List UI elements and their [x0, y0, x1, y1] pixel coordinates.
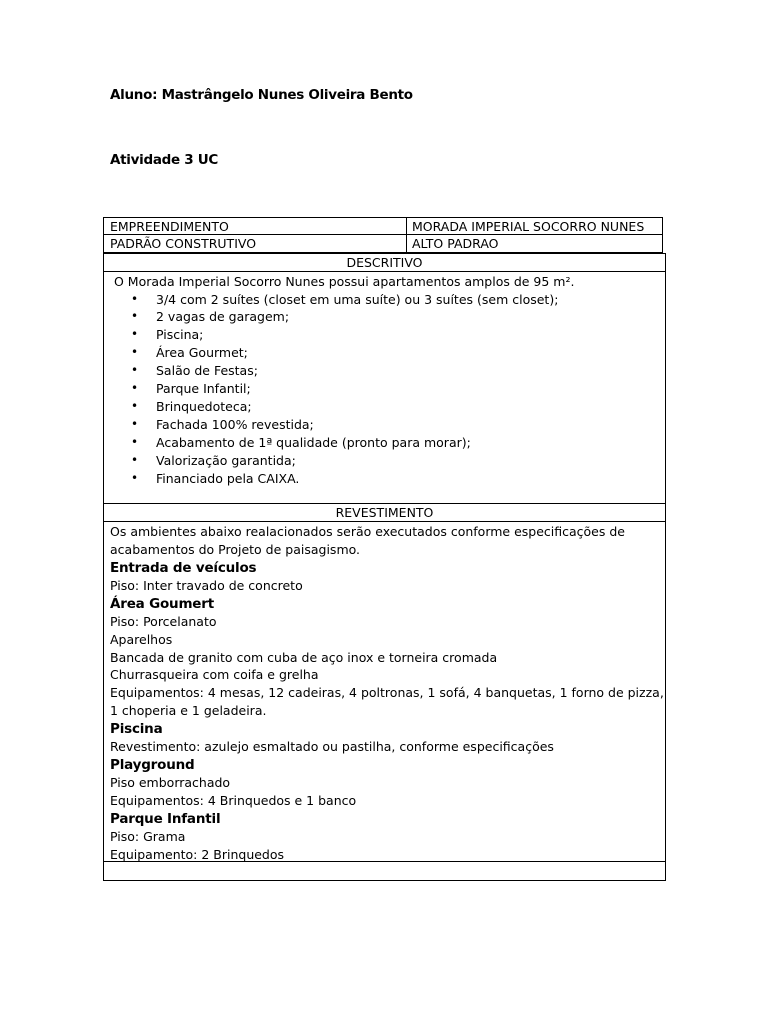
bullet: •: [131, 434, 139, 449]
spec-line: Churrasqueira com coifa e grelha: [110, 667, 319, 683]
info-table: [103, 217, 663, 253]
bullet: •: [131, 291, 139, 306]
revestimento-body: [104, 522, 665, 862]
list-item: • Piscina;: [131, 327, 204, 343]
descritivo-intro: O Morada Imperial Socorro Nunes possui apartamentos amplos de 95 m².: [114, 274, 575, 289]
empty-row: [104, 862, 665, 880]
spec-line: Aparelhos: [110, 631, 173, 647]
revestimento-intro-line: acabamentos do Projeto de paisagismo.: [110, 541, 361, 557]
spec-line: Piso: Inter travado de concreto: [110, 577, 303, 593]
bullet: •: [131, 345, 139, 360]
revestimento-intro-line: Os ambientes abaixo realacionados serão executados conforme especificações de: [110, 524, 625, 539]
bullet: •: [131, 398, 139, 413]
spec-line: Equipamento: 2 Brinquedos: [110, 846, 285, 862]
list-item: • Financiado pela CAIXA.: [131, 470, 300, 486]
descritivo-body: [104, 272, 665, 504]
list-item: • Área Gourmet;: [131, 345, 248, 361]
list-item: • Parque Infantil;: [131, 381, 251, 397]
spec-line: Piso: Porcelanato: [110, 613, 217, 629]
info-label: PADRÃO CONSTRUTIVO: [104, 235, 407, 252]
bullet: •: [131, 452, 139, 467]
revestimento-heading: REVESTIMENTO: [104, 504, 665, 522]
table-row: [103, 235, 663, 253]
spec-line: 1 choperia e 1 geladeira.: [110, 703, 267, 719]
list-item: • Fachada 100% revestida;: [131, 416, 314, 432]
spec-line: Piso: Grama: [110, 828, 186, 844]
spec-table: [103, 253, 666, 881]
table-row: [103, 217, 663, 235]
section-title-parque: Parque Infantil: [110, 810, 221, 827]
feature-list: [104, 291, 665, 488]
section-title-piscina: Piscina: [110, 721, 163, 738]
spec-line: Equipamentos: 4 Brinquedos e 1 banco: [110, 792, 357, 808]
activity-title: Atividade 3 UC: [110, 152, 219, 168]
spec-line: Bancada de granito com cuba de aço inox e torneira cromada: [110, 649, 498, 665]
section-title-entrada: Entrada de veículos: [110, 559, 257, 576]
list-item: • Salão de Festas;: [131, 363, 258, 379]
list-item: • Acabamento de 1ª qualidade (pronto para morar);: [131, 434, 471, 450]
bullet: •: [131, 327, 139, 342]
list-item: • Valorização garantida;: [131, 452, 296, 468]
list-item: • 2 vagas de garagem;: [131, 309, 290, 325]
descritivo-heading: DESCRITIVO: [104, 254, 665, 272]
info-label: EMPREENDIMENTO: [104, 218, 407, 234]
spec-line: Revestimento: azulejo esmaltado ou pastilha, conforme especificações: [110, 739, 554, 755]
info-value: ALTO PADRAO: [412, 236, 499, 251]
bullet: •: [131, 416, 139, 431]
list-item: • Brinquedoteca;: [131, 398, 252, 414]
bullet: •: [131, 381, 139, 396]
section-title-playground: Playground: [110, 757, 195, 774]
bullet: •: [131, 470, 139, 485]
info-value: MORADA IMPERIAL SOCORRO NUNES: [412, 219, 645, 234]
bullet: •: [131, 309, 139, 324]
list-item: • 3/4 com 2 suítes (closet em uma suíte) ou 3 suítes (sem closet);: [131, 291, 559, 307]
student-name: Aluno: Mastrângelo Nunes Oliveira Bento: [110, 87, 413, 103]
section-title-gourmet: Área Goumert: [110, 595, 214, 612]
spec-line: Piso emborrachado: [110, 775, 231, 791]
spec-line: Equipamentos: 4 mesas, 12 cadeiras, 4 poltronas, 1 sofá, 4 banquetas, 1 forno de pizza,: [110, 685, 664, 701]
bullet: •: [131, 363, 139, 378]
